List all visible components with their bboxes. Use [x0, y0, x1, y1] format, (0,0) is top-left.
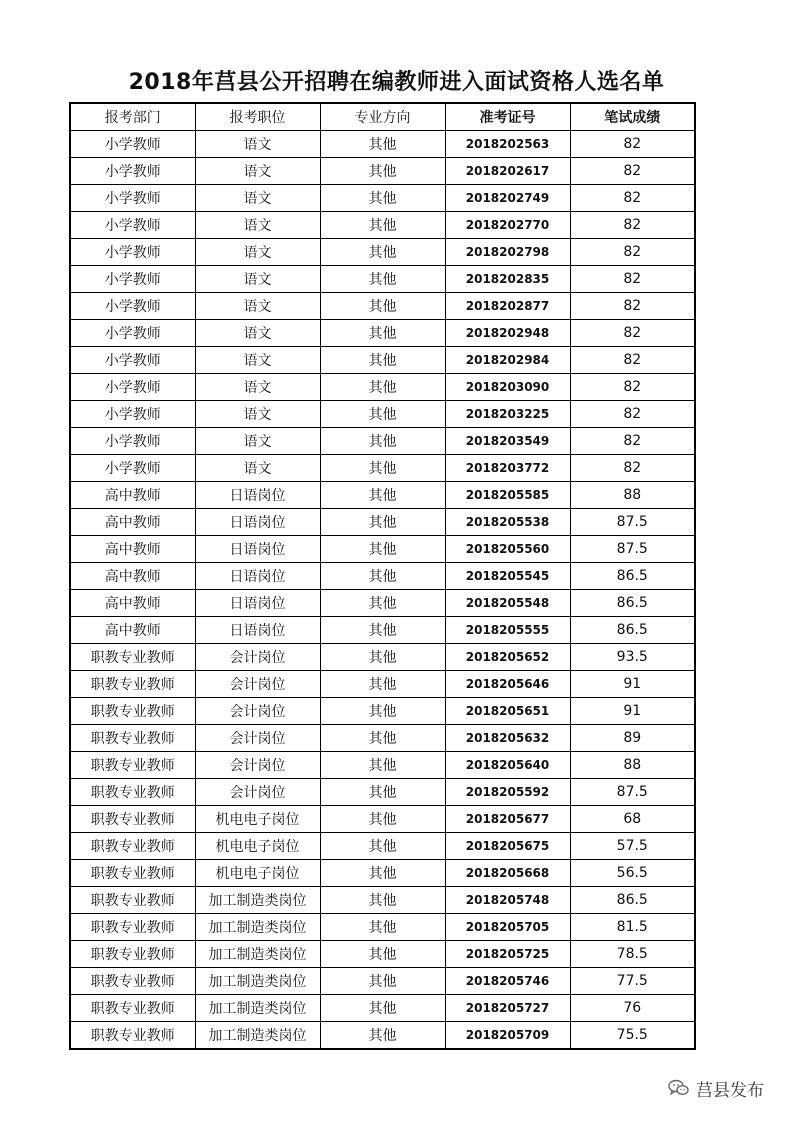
cell-score: 82	[570, 401, 695, 428]
table-row	[70, 995, 695, 1022]
table-row	[70, 563, 695, 590]
table-row	[70, 347, 695, 374]
cell-exam-id: 2018205677	[445, 806, 570, 833]
cell-department: 职教专业教师	[70, 833, 195, 860]
table-row	[70, 887, 695, 914]
cell-department: 职教专业教师	[70, 806, 195, 833]
cell-department: 小学教师	[70, 131, 195, 158]
cell-exam-id: 2018202563	[445, 131, 570, 158]
cell-department: 职教专业教师	[70, 914, 195, 941]
table-row	[70, 158, 695, 185]
cell-score: 82	[570, 266, 695, 293]
cell-department: 小学教师	[70, 428, 195, 455]
header-position: 报考职位	[195, 103, 320, 131]
cell-major: 其他	[320, 212, 445, 239]
table-row	[70, 617, 695, 644]
cell-major: 其他	[320, 887, 445, 914]
wechat-icon	[668, 1079, 690, 1097]
cell-exam-id: 2018203772	[445, 455, 570, 482]
table-row	[70, 320, 695, 347]
cell-score: 91	[570, 671, 695, 698]
cell-department: 小学教师	[70, 266, 195, 293]
cell-exam-id: 2018205709	[445, 1022, 570, 1050]
cell-position: 语文	[195, 158, 320, 185]
cell-position: 语文	[195, 428, 320, 455]
cell-exam-id: 2018205727	[445, 995, 570, 1022]
account-name: 莒县发布	[696, 1080, 764, 1101]
cell-department: 小学教师	[70, 158, 195, 185]
cell-position: 日语岗位	[195, 482, 320, 509]
cell-department: 小学教师	[70, 455, 195, 482]
table-row	[70, 806, 695, 833]
header-department: 报考部门	[70, 103, 195, 131]
cell-exam-id: 2018205640	[445, 752, 570, 779]
cell-major: 其他	[320, 860, 445, 887]
cell-department: 职教专业教师	[70, 752, 195, 779]
cell-exam-id: 2018202770	[445, 212, 570, 239]
table-row	[70, 482, 695, 509]
cell-major: 其他	[320, 239, 445, 266]
cell-exam-id: 2018205585	[445, 482, 570, 509]
cell-score: 93.5	[570, 644, 695, 671]
cell-score: 87.5	[570, 509, 695, 536]
cell-score: 82	[570, 239, 695, 266]
cell-exam-id: 2018202798	[445, 239, 570, 266]
cell-position: 日语岗位	[195, 590, 320, 617]
cell-position: 加工制造类岗位	[195, 1022, 320, 1050]
cell-major: 其他	[320, 617, 445, 644]
cell-major: 其他	[320, 563, 445, 590]
cell-department: 职教专业教师	[70, 995, 195, 1022]
cell-major: 其他	[320, 293, 445, 320]
cell-major: 其他	[320, 509, 445, 536]
table-row	[70, 833, 695, 860]
table-row	[70, 374, 695, 401]
cell-exam-id: 2018205725	[445, 941, 570, 968]
cell-major: 其他	[320, 320, 445, 347]
cell-department: 职教专业教师	[70, 941, 195, 968]
cell-position: 会计岗位	[195, 698, 320, 725]
cell-department: 高中教师	[70, 563, 195, 590]
table-row	[70, 239, 695, 266]
cell-department: 职教专业教师	[70, 968, 195, 995]
cell-exam-id: 2018205652	[445, 644, 570, 671]
table-row	[70, 698, 695, 725]
cell-major: 其他	[320, 779, 445, 806]
table-row	[70, 752, 695, 779]
cell-position: 语文	[195, 239, 320, 266]
table-row	[70, 860, 695, 887]
cell-exam-id: 2018203549	[445, 428, 570, 455]
table-row	[70, 266, 695, 293]
cell-position: 语文	[195, 401, 320, 428]
cell-exam-id: 2018205651	[445, 698, 570, 725]
table-row	[70, 212, 695, 239]
cell-exam-id: 2018203090	[445, 374, 570, 401]
cell-major: 其他	[320, 347, 445, 374]
cell-position: 语文	[195, 293, 320, 320]
cell-department: 小学教师	[70, 212, 195, 239]
table-row	[70, 914, 695, 941]
table-header-row	[70, 103, 695, 131]
cell-department: 高中教师	[70, 536, 195, 563]
cell-position: 加工制造类岗位	[195, 914, 320, 941]
cell-exam-id: 2018205560	[445, 536, 570, 563]
candidate-table	[69, 102, 696, 1050]
cell-score: 68	[570, 806, 695, 833]
cell-score: 86.5	[570, 617, 695, 644]
cell-exam-id: 2018202877	[445, 293, 570, 320]
cell-position: 会计岗位	[195, 752, 320, 779]
cell-major: 其他	[320, 725, 445, 752]
table-row	[70, 293, 695, 320]
cell-department: 职教专业教师	[70, 1022, 195, 1050]
cell-score: 88	[570, 482, 695, 509]
table-row	[70, 968, 695, 995]
document-title: 2018年莒县公开招聘在编教师进入面试资格人选名单	[128, 70, 665, 95]
table-row	[70, 725, 695, 752]
cell-exam-id: 2018205538	[445, 509, 570, 536]
cell-department: 小学教师	[70, 239, 195, 266]
cell-department: 小学教师	[70, 374, 195, 401]
cell-major: 其他	[320, 158, 445, 185]
cell-score: 82	[570, 374, 695, 401]
cell-score: 88	[570, 752, 695, 779]
table-row	[70, 536, 695, 563]
cell-position: 机电电子岗位	[195, 806, 320, 833]
cell-major: 其他	[320, 428, 445, 455]
header-exam-id: 准考证号	[445, 103, 570, 131]
cell-position: 语文	[195, 131, 320, 158]
cell-score: 82	[570, 158, 695, 185]
cell-major: 其他	[320, 374, 445, 401]
table-row	[70, 131, 695, 158]
table-row	[70, 590, 695, 617]
header-score: 笔试成绩	[570, 103, 695, 131]
cell-score: 82	[570, 455, 695, 482]
cell-position: 机电电子岗位	[195, 833, 320, 860]
table-row	[70, 509, 695, 536]
table-row	[70, 671, 695, 698]
cell-major: 其他	[320, 968, 445, 995]
cell-department: 职教专业教师	[70, 860, 195, 887]
cell-exam-id: 2018205592	[445, 779, 570, 806]
cell-exam-id: 2018203225	[445, 401, 570, 428]
cell-department: 职教专业教师	[70, 644, 195, 671]
cell-position: 语文	[195, 374, 320, 401]
cell-major: 其他	[320, 1022, 445, 1050]
cell-department: 小学教师	[70, 185, 195, 212]
cell-score: 56.5	[570, 860, 695, 887]
cell-exam-id: 2018202749	[445, 185, 570, 212]
cell-major: 其他	[320, 536, 445, 563]
cell-position: 日语岗位	[195, 563, 320, 590]
cell-score: 89	[570, 725, 695, 752]
cell-position: 加工制造类岗位	[195, 887, 320, 914]
cell-exam-id: 2018202835	[445, 266, 570, 293]
cell-major: 其他	[320, 401, 445, 428]
cell-exam-id: 2018205545	[445, 563, 570, 590]
cell-exam-id: 2018205632	[445, 725, 570, 752]
cell-department: 职教专业教师	[70, 887, 195, 914]
cell-position: 日语岗位	[195, 536, 320, 563]
cell-score: 86.5	[570, 590, 695, 617]
cell-exam-id: 2018202984	[445, 347, 570, 374]
table-row	[70, 941, 695, 968]
cell-department: 高中教师	[70, 617, 195, 644]
cell-score: 82	[570, 131, 695, 158]
table-row	[70, 455, 695, 482]
table-row	[70, 185, 695, 212]
cell-position: 日语岗位	[195, 509, 320, 536]
cell-score: 81.5	[570, 914, 695, 941]
cell-score: 91	[570, 698, 695, 725]
cell-position: 加工制造类岗位	[195, 968, 320, 995]
cell-position: 机电电子岗位	[195, 860, 320, 887]
cell-exam-id: 2018205646	[445, 671, 570, 698]
cell-position: 语文	[195, 455, 320, 482]
cell-score: 86.5	[570, 563, 695, 590]
cell-major: 其他	[320, 914, 445, 941]
cell-department: 职教专业教师	[70, 698, 195, 725]
cell-major: 其他	[320, 185, 445, 212]
cell-department: 小学教师	[70, 293, 195, 320]
cell-score: 87.5	[570, 779, 695, 806]
cell-department: 小学教师	[70, 320, 195, 347]
table-row	[70, 428, 695, 455]
cell-position: 会计岗位	[195, 671, 320, 698]
cell-major: 其他	[320, 671, 445, 698]
cell-position: 语文	[195, 212, 320, 239]
cell-department: 高中教师	[70, 482, 195, 509]
cell-score: 57.5	[570, 833, 695, 860]
cell-position: 语文	[195, 320, 320, 347]
table-row	[70, 401, 695, 428]
cell-score: 86.5	[570, 887, 695, 914]
cell-exam-id: 2018205748	[445, 887, 570, 914]
cell-position: 语文	[195, 266, 320, 293]
header-major: 专业方向	[320, 103, 445, 131]
cell-score: 78.5	[570, 941, 695, 968]
cell-position: 会计岗位	[195, 644, 320, 671]
cell-major: 其他	[320, 482, 445, 509]
cell-score: 77.5	[570, 968, 695, 995]
cell-major: 其他	[320, 941, 445, 968]
cell-score: 75.5	[570, 1022, 695, 1050]
cell-exam-id: 2018205548	[445, 590, 570, 617]
cell-position: 会计岗位	[195, 725, 320, 752]
cell-position: 日语岗位	[195, 617, 320, 644]
cell-major: 其他	[320, 644, 445, 671]
cell-major: 其他	[320, 455, 445, 482]
cell-exam-id: 2018202948	[445, 320, 570, 347]
table-row	[70, 644, 695, 671]
cell-major: 其他	[320, 752, 445, 779]
cell-exam-id: 2018205668	[445, 860, 570, 887]
cell-department: 高中教师	[70, 590, 195, 617]
cell-major: 其他	[320, 833, 445, 860]
table-row	[70, 779, 695, 806]
cell-score: 82	[570, 320, 695, 347]
cell-score: 82	[570, 185, 695, 212]
cell-major: 其他	[320, 590, 445, 617]
cell-major: 其他	[320, 266, 445, 293]
cell-department: 高中教师	[70, 509, 195, 536]
cell-major: 其他	[320, 806, 445, 833]
cell-position: 加工制造类岗位	[195, 941, 320, 968]
cell-position: 会计岗位	[195, 779, 320, 806]
cell-position: 加工制造类岗位	[195, 995, 320, 1022]
cell-major: 其他	[320, 698, 445, 725]
cell-exam-id: 2018205675	[445, 833, 570, 860]
table-body	[70, 131, 695, 1050]
cell-score: 76	[570, 995, 695, 1022]
cell-department: 职教专业教师	[70, 725, 195, 752]
cell-position: 语文	[195, 185, 320, 212]
footer-watermark	[668, 1077, 764, 1099]
cell-position: 语文	[195, 347, 320, 374]
cell-score: 82	[570, 293, 695, 320]
cell-department: 职教专业教师	[70, 779, 195, 806]
cell-department: 小学教师	[70, 347, 195, 374]
cell-score: 82	[570, 212, 695, 239]
cell-exam-id: 2018205705	[445, 914, 570, 941]
cell-major: 其他	[320, 995, 445, 1022]
cell-exam-id: 2018205746	[445, 968, 570, 995]
table-row	[70, 1022, 695, 1050]
cell-department: 小学教师	[70, 401, 195, 428]
cell-exam-id: 2018202617	[445, 158, 570, 185]
cell-score: 82	[570, 428, 695, 455]
cell-score: 82	[570, 347, 695, 374]
cell-score: 87.5	[570, 536, 695, 563]
cell-department: 职教专业教师	[70, 671, 195, 698]
cell-major: 其他	[320, 131, 445, 158]
cell-exam-id: 2018205555	[445, 617, 570, 644]
